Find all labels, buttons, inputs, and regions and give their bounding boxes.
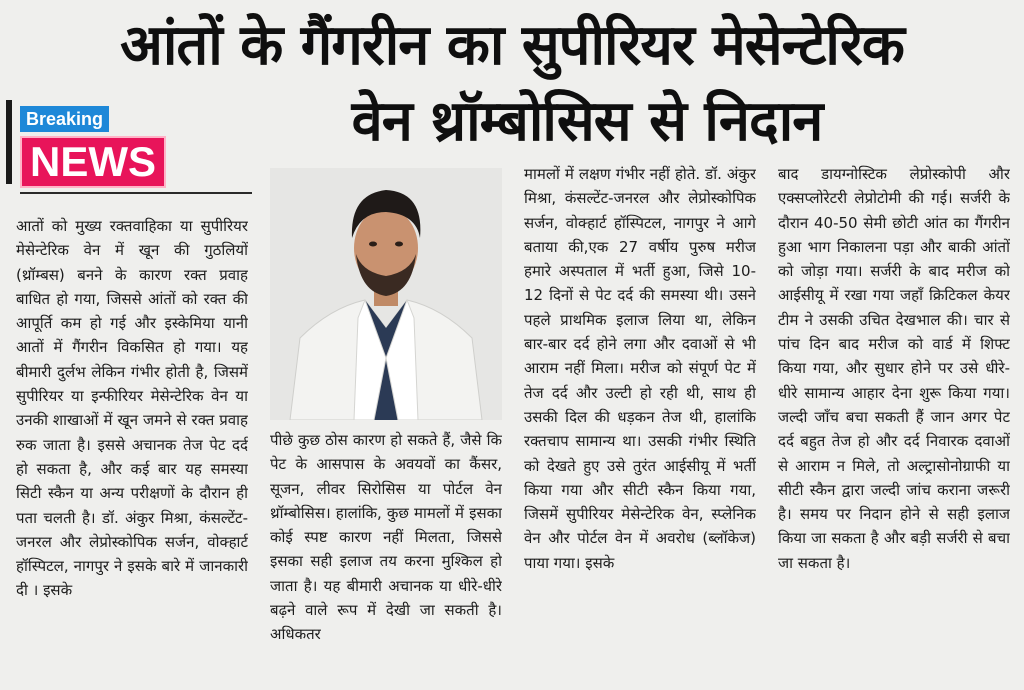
article-column-2: पीछे कुछ ठोस कारण हो सकते हैं, जैसे कि पेट के आसपास के अवयवों का कैंसर, सूजन, लीवर सिरोसिस या पोर्टल वेन थ्रॉम्बोसिस। हालांकि, कुछ मामलों में इसका कोई स्पष्ट कारण नहीं मिलता, जिससे इसका सही इलाज तय करना मुश्किल हो जाता है। यह बीमारी अचानक या धीरे-धीरे बढ़ने वाले रूप में देखी जा सकती है। अधिकतर [270, 431, 502, 644]
article-column-4: बाद डायग्नोस्टिक लेप्रोस्कोपी और एक्सप्लोरेटरी लेप्रोटोमी की गई। सर्जरी के दौरान 40-50 सेमी छोटी आंत का गैंगरीन हुआ भाग निकालना पड़ा और बाकी आंतों को जोड़ा गया। सर्जरी के बाद मरीज को आईसीयू में रखा गया जहाँ क्रिटिकल केयर टीम ने उसकी उचित देखभाल की। चार से पांच दिन बाद मरीज को वार्ड में शिफ्ट किया गया, और सुधार होने पर उसे धीरे-धीरे सामान्य आहार देना शुरू किया गया। जल्दी जाँच बचा सकती हैं जान अगर पेट दर्द बहुत तेज हो और दर्द निवारक दवाओं से आराम न मिले, तो अल्ट्रासोनोग्राफी या सीटी स्कैन द्वारा जल्दी जांच कराना जरूरी है। समय पर निदान होने से सही इलाज किया जा सकता है और बड़ी सर्जरी से बचा जा सकता है। [778, 165, 1010, 572]
doctor-portrait-icon [270, 168, 502, 420]
headline-line-2: वेन थ्रॉम्बोसिस से निदान [351, 89, 823, 154]
badge-underline [20, 192, 252, 194]
doctor-photo [270, 168, 502, 420]
article-column-3: मामलों में लक्षण गंभीर नहीं होते. डॉ. अंकुर मिश्रा, कंसल्टेंट-जनरल और लेप्रोस्कोपिक सर्जन, वोक्हार्ट हॉस्पिटल, नागपुर ने आगे बताया की,एक 27 वर्षीय पुरुष मरीज हमारे अस्पताल में भर्ती हुआ, जिसे 10-12 दिनों से पेट दर्द की समस्या थी। उसने पहले प्राथमिक इलाज लिया था, लेकिन बार-बार दर्द होने लगा और दवाओं से भी आराम नहीं मिला। मरीज को संपूर्ण पेट में तेज दर्द और उल्टी हो रही थी, साथ ही उसकी दिल की धड़कन तेज थी, हालांकि रक्तचाप सामान्य था। उसकी गंभीर स्थिति को देखते हुए उसे तुरंत आईसीयू में भर्ती किया गया और सीटी स्कैन किया गया, जिसमें सुपीरियर मेसेन्टेरिक वेन, स्प्लेनिक वेन और पोर्टल वेन में अवरोध (ब्लॉकेज) पाया गया। इसके [524, 165, 756, 572]
badge-accent-bar [6, 100, 12, 184]
article-column-1: आतों को मुख्य रक्तवाहिका या सुपीरियर मेसेन्टेरिक वेन में खून की गुठलियों (थ्रॉम्बस) बनने के कारण रक्त प्रवाह बाधित हो गया, जिससे आंतों को रक्त की आपूर्ति कम हो गई और इस्केमिया यानी आतों में गैंगरीन विकसित हो गया। यह बीमारी दुर्लभ लेकिन गंभीर होती है, जिसमें सुपीरियर या इन्फीरियर मेसेन्टेरिक वेन या उनकी शाखाओं में खून जमने से रक्त प्रवाह रुक जाता है। इससे अचानक तेज पेट दर्द हो सकता है, और कई बार यह समस्या सिटी स्कैन या अन्य परीक्षणों के दौरान ही पता चलती है। डॉ. अंकुर मिश्रा, कंसल्टेंट-जनरल और लेप्रोस्कोपिक सर्जन, वोक्हार्ट हॉस्पिटल, नागपुर ने इसके बारे में जानकारी दी । इसके [16, 217, 248, 600]
headline-line-1: आंतों के गैंगरीन का सुपीरियर मेसेन्टेरिक [120, 13, 904, 78]
breaking-label: Breaking [20, 106, 109, 132]
breaking-news-badge [6, 100, 246, 196]
news-label: NEWS [20, 136, 166, 188]
